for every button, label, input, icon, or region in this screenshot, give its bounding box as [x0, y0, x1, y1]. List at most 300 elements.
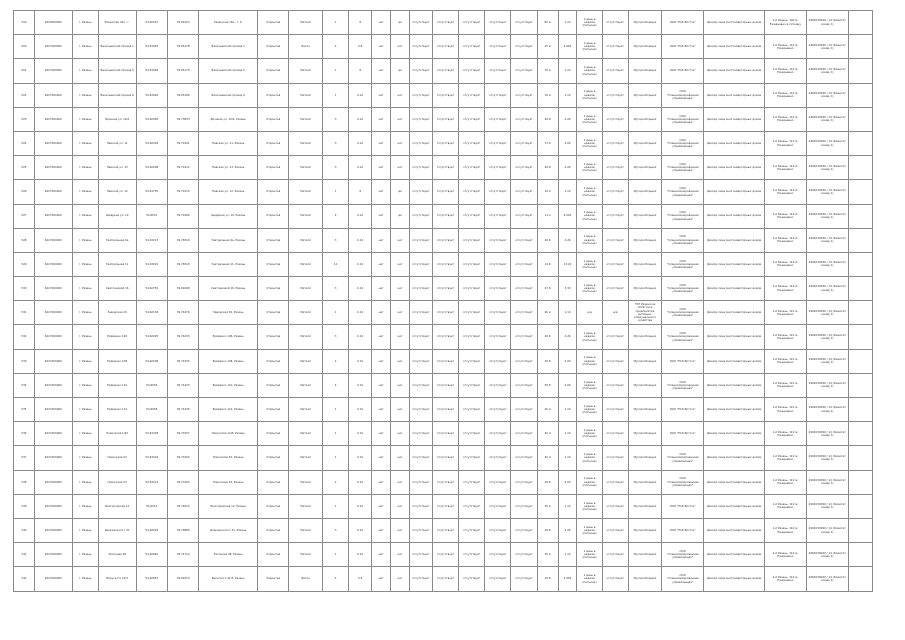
- table-cell: отсутствует: [485, 11, 511, 35]
- table-cell: 525: [14, 156, 35, 180]
- table-cell: 532: [14, 325, 35, 349]
- table-cell: физ/юр лица многоквартирных домов: [704, 301, 765, 325]
- table-cell: Металл: [289, 494, 323, 518]
- table-cell: Мусоросборщик: [628, 228, 662, 252]
- table-cell: Мусоросборщик: [628, 373, 662, 397]
- table-cell: ООО "Специализированная управляющая": [662, 228, 704, 252]
- table-cell: нет: [391, 422, 410, 446]
- table-cell: 39.76889: [167, 518, 198, 542]
- table-cell: нет: [391, 325, 410, 349]
- table-cell: Ерёменко 112, Рязань: [199, 398, 258, 422]
- table-cell: 39.76518: [167, 252, 198, 276]
- table-cell: нет: [372, 373, 391, 397]
- table-cell: Мусоросборщик: [628, 470, 662, 494]
- table-row: [14, 470, 873, 494]
- table-cell: г. Рязань: [72, 446, 98, 470]
- table-cell: отсутствует: [459, 349, 485, 373]
- table-cell: 520: [14, 35, 35, 59]
- table-cell: 4962039099 / 14 (Комитет номер 1): [806, 11, 848, 35]
- table-cell: 1 день в неделю (пятница): [577, 204, 602, 228]
- table-cell: г. Рязань: [72, 494, 98, 518]
- table-cell: Металл: [289, 252, 323, 276]
- table-cell: 4962039099 / 14 (Комитет номер 1): [806, 301, 848, 325]
- table-cell: ООО "Специализированная управляющая": [662, 470, 704, 494]
- table-cell: 54.62005: [136, 325, 167, 349]
- table-cell: отсутствует: [409, 252, 432, 276]
- table-cell: 1-й Рязань, 110 м; Ежедневно: [764, 325, 806, 349]
- table-cell: 54.61755: [136, 180, 167, 204]
- table-cell: Ерёменко 110: [98, 373, 136, 397]
- table-cell: 4962039099 / 14 (Комитет номер 1): [806, 567, 848, 591]
- table-cell: 0.8: [349, 35, 372, 59]
- table-cell: Открытая: [258, 156, 289, 180]
- table-cell: 6227000000: [34, 59, 72, 83]
- table-cell: Новоселов 52, Рязань: [199, 446, 258, 470]
- table-cell: отсутствует: [409, 398, 432, 422]
- table-cell: ООО "ЕСК Восток": [662, 422, 704, 446]
- table-cell: 0.10: [349, 204, 372, 228]
- table-cell: Открытая: [258, 398, 289, 422]
- table-cell: 1.10: [558, 83, 577, 107]
- table-cell: 4: [322, 567, 348, 591]
- table-cell: Щедрина ул. 19, Рязань: [199, 204, 258, 228]
- table-cell: 1-й Рязань, 110 м; Ежедневно: [764, 35, 806, 59]
- table-cell: 4.09: [558, 131, 577, 155]
- table-cell: 2.00: [558, 349, 577, 373]
- table-cell: нет: [372, 11, 391, 35]
- table-cell: отсутствует: [602, 131, 628, 155]
- table-cell: 1 день в неделю (пятница): [577, 349, 602, 373]
- table-cell: 1-й Рязань, 110 м; Ежедневно: [764, 301, 806, 325]
- table-cell: отсутствует: [485, 204, 511, 228]
- table-cell: 527: [14, 204, 35, 228]
- table-cell: 1 день в неделю (пятница): [577, 107, 602, 131]
- table-cell: 1-й Рязань, 110 м; Ежедневно: [764, 59, 806, 83]
- table-cell: Новоселов 1/45, Рязань: [199, 422, 258, 446]
- table-cell: [848, 446, 872, 470]
- table-cell: 534: [14, 373, 35, 397]
- table-cell: 4962039099 / 14 (Комитет номер 1): [806, 543, 848, 567]
- table-cell: [848, 83, 872, 107]
- table-cell: 1.10: [558, 301, 577, 325]
- table-cell: отсутствует: [409, 422, 432, 446]
- table-cell: 54.62853: [136, 567, 167, 591]
- table-cell: 0.10: [349, 349, 372, 373]
- table-cell: 1-й Рязань, 110 м; Ежедневно: [764, 446, 806, 470]
- table-cell: 1-й Рязань, 110 м; Ежедневно: [764, 518, 806, 542]
- table-cell: г. Рязань: [72, 156, 98, 180]
- table-cell: отсутствует: [511, 301, 537, 325]
- table-cell: отсутствует: [485, 543, 511, 567]
- table-cell: Невская ул. 11, Рязань: [199, 131, 258, 155]
- table-cell: Затинная 48, Рязань: [199, 543, 258, 567]
- table-cell: 1-й Рязань, 110 м; Ежедневно: [764, 107, 806, 131]
- table-cell: ООО "ЕСК Восток": [662, 494, 704, 518]
- table-cell: 4962039099 / 14 (Комитет номер 1): [806, 373, 848, 397]
- table-cell: ООО "ЕСК Восток": [662, 59, 704, 83]
- table-cell: отсутствует: [432, 180, 458, 204]
- table-cell: Щедрина ул. 19: [98, 204, 136, 228]
- table-cell: Васильевский проезд 6: [98, 83, 136, 107]
- table-cell: 1 день в неделю (пятница): [577, 373, 602, 397]
- table-cell: Открытая: [258, 180, 289, 204]
- table-cell: 4.092: [558, 567, 577, 591]
- table-cell: 1 день в неделю (пятница): [577, 156, 602, 180]
- table-cell: нет: [391, 277, 410, 301]
- table-cell: отсутствует: [485, 228, 511, 252]
- table-cell: Мусоросборщик: [628, 446, 662, 470]
- table-cell: 1.10: [558, 11, 577, 35]
- table-cell: 4962039099 / 14 (Комитет номер 1): [806, 204, 848, 228]
- table-cell: отсутствует: [432, 373, 458, 397]
- table-cell: 1 день в неделю (пятница): [577, 228, 602, 252]
- table-cell: отсутствует: [409, 277, 432, 301]
- table-cell: [848, 131, 872, 155]
- table-cell: нет: [391, 349, 410, 373]
- table-cell: 4962039099 / 14 (Комитет номер 1): [806, 277, 848, 301]
- table-cell: Новоселов 53: [98, 470, 136, 494]
- table-cell: отсутствует: [432, 567, 458, 591]
- table-cell: нет: [391, 107, 410, 131]
- table-cell: г. Рязань: [72, 325, 98, 349]
- table-cell: [848, 180, 872, 204]
- table-cell: Открытая: [258, 470, 289, 494]
- table-cell: Невская ул. 13: [98, 156, 136, 180]
- table-cell: отсутствует: [432, 325, 458, 349]
- table-cell: 6227000000: [34, 470, 72, 494]
- table-cell: отсутствует: [432, 59, 458, 83]
- table-cell: 535: [14, 398, 35, 422]
- table-cell: Металл: [289, 518, 323, 542]
- table-cell: отсутствует: [511, 228, 537, 252]
- table-cell: [848, 59, 872, 83]
- table-cell: ООО "Специализированная управляющая": [662, 325, 704, 349]
- table-row: [14, 325, 873, 349]
- table-cell: 4962039099 / 14 (Комитет номер 1): [806, 228, 848, 252]
- table-cell: 54.62009: [136, 131, 167, 155]
- table-cell: отсутствует: [602, 156, 628, 180]
- table-cell: отсутствует: [602, 470, 628, 494]
- table-cell: Металл: [289, 107, 323, 131]
- table-row: [14, 204, 873, 228]
- table-cell: Открытая: [258, 446, 289, 470]
- table-cell: 4962039099 / 14 (Комитет номер 1): [806, 131, 848, 155]
- table-row: [14, 567, 873, 591]
- table-cell: г. Рязань: [72, 35, 98, 59]
- table-cell: 2.26: [558, 325, 577, 349]
- table-cell: отсутствует: [602, 180, 628, 204]
- table-cell: отсутствует: [432, 494, 458, 518]
- table-cell: физ/юр лица многоквартирных домов: [704, 156, 765, 180]
- table-cell: нет: [372, 325, 391, 349]
- table-cell: отсутствует: [485, 349, 511, 373]
- table-cell: отсутствует: [602, 349, 628, 373]
- table-cell: отсутствует: [485, 156, 511, 180]
- table-cell: Открытая: [258, 543, 289, 567]
- table-cell: 6220000000: [34, 11, 72, 35]
- table-cell: физ/юр лица многоквартирных домов: [704, 180, 765, 204]
- table-cell: ООО "Специализированная управляющая": [662, 204, 704, 228]
- table-cell: отсутствует: [432, 349, 458, 373]
- table-cell: 1: [322, 11, 348, 35]
- table-cell: 39.70163: [167, 470, 198, 494]
- table-cell: отсутствует: [602, 446, 628, 470]
- table-cell: 1 день в неделю (пятница): [577, 35, 602, 59]
- table-cell: 1-й Рязань, 110 м; Ежедневно: [764, 494, 806, 518]
- table-cell: отсутствует: [485, 277, 511, 301]
- table-cell: 40.8: [537, 228, 558, 252]
- table-cell: отсутствует: [432, 518, 458, 542]
- table-cell: отсутствует: [409, 349, 432, 373]
- table-cell: ООО "Специализированная управляющая": [662, 373, 704, 397]
- table-cell: 519: [14, 11, 35, 35]
- table-cell: нет: [391, 35, 410, 59]
- table-cell: 1-й Рязань, 110 м; Ежедневно: [764, 228, 806, 252]
- table-cell: г. Рязань: [72, 252, 98, 276]
- table-cell: физ/юр лица многоквартирных домов: [704, 543, 765, 567]
- table-cell: Открытая: [258, 252, 289, 276]
- table-cell: 54.63228: [136, 422, 167, 446]
- table-cell: 4962039099 / 14 (Комитет номер 1): [806, 107, 848, 131]
- table-cell: отсутствует: [485, 422, 511, 446]
- table-cell: 6227000000: [34, 325, 72, 349]
- table-cell: 2.00: [558, 470, 577, 494]
- table-cell: Затинная 48: [98, 543, 136, 567]
- table-cell: Ерёменко 108, Рязань: [199, 349, 258, 373]
- table-cell: отсутствует: [432, 83, 458, 107]
- table-cell: ООО "ЕСК Восток": [662, 518, 704, 542]
- table-cell: нет: [391, 301, 410, 325]
- table-cell: 54.62008: [136, 156, 167, 180]
- table-cell: отсутствует: [432, 35, 458, 59]
- table-cell: 54.62226: [136, 518, 167, 542]
- table-cell: 4962039099 / 14 (Комитет номер 1): [806, 180, 848, 204]
- table-cell: 0.10: [349, 422, 372, 446]
- table-cell: 4.092: [558, 35, 577, 59]
- table-cell: физ/юр лица многоквартирных домов: [704, 11, 765, 35]
- table-cell: Металл: [289, 470, 323, 494]
- table-cell: нет: [391, 398, 410, 422]
- table-cell: 3: [322, 107, 348, 131]
- table-cell: 6227000000: [34, 131, 72, 155]
- table-cell: 1-й Рязань, 110 м; Ежедневно: [764, 180, 806, 204]
- table-cell: Новоселов 52: [98, 446, 136, 470]
- table-cell: 3: [322, 131, 348, 155]
- table-cell: 1-й Рязань, 110 м; Ежедневно: [764, 83, 806, 107]
- table-cell: отсутствует: [485, 446, 511, 470]
- table-cell: да: [391, 11, 410, 35]
- table-cell: нет: [391, 470, 410, 494]
- table-cell: 3: [322, 156, 348, 180]
- table-cell: отсутствует: [485, 325, 511, 349]
- table-cell: 0.10: [349, 228, 372, 252]
- table-cell: 4962039099 / 14 (Комитет номер 1): [806, 325, 848, 349]
- table-cell: отсутствует: [511, 252, 537, 276]
- table-cell: Открытая: [258, 59, 289, 83]
- table-cell: 528: [14, 228, 35, 252]
- table-cell: нет: [372, 156, 391, 180]
- table-cell: Открытая: [258, 35, 289, 59]
- table-cell: г. Рязань: [72, 83, 98, 107]
- table-cell: 0.10: [349, 156, 372, 180]
- table-cell: Открытая: [258, 422, 289, 446]
- table-cell: 524: [14, 131, 35, 155]
- table-cell: отсутствует: [511, 567, 537, 591]
- table-cell: Металл: [289, 204, 323, 228]
- table-cell: нет: [391, 252, 410, 276]
- table-cell: отсутствует: [459, 494, 485, 518]
- table-cell: 1 день в неделю (пятница): [577, 398, 602, 422]
- table-cell: Открытая: [258, 494, 289, 518]
- table-cell: отсутствует: [409, 301, 432, 325]
- table-cell: 4: [322, 204, 348, 228]
- table-cell: 39.65180: [167, 83, 198, 107]
- table-cell: 1.10: [558, 422, 577, 446]
- table-row: [14, 543, 873, 567]
- table-cell: Открытая: [258, 83, 289, 107]
- table-cell: Мусоросборщик: [628, 180, 662, 204]
- table-cell: Васильевский проезд 1: [199, 35, 258, 59]
- table-cell: 6227000000: [34, 180, 72, 204]
- table-cell: 1.10: [558, 59, 577, 83]
- table-cell: нет: [372, 398, 391, 422]
- table-cell: нет: [391, 83, 410, 107]
- table-cell: 54.62136: [136, 301, 167, 325]
- table-cell: Новоселов 53, Рязань: [199, 470, 258, 494]
- table-cell: нет: [372, 59, 391, 83]
- table-cell: отсутствует: [485, 83, 511, 107]
- table-cell: отсутствует: [459, 277, 485, 301]
- table-cell: 40.8: [537, 107, 558, 131]
- table-cell: Бронная ул. 10/4: [98, 107, 136, 131]
- table-cell: 54.6058: [136, 398, 167, 422]
- table-cell: отсутствует: [432, 277, 458, 301]
- table-cell: отсутствует: [485, 373, 511, 397]
- table-cell: отсутствует: [602, 398, 628, 422]
- table-cell: Заводская 29, Рязань: [199, 301, 258, 325]
- table-cell: 3: [322, 228, 348, 252]
- table-cell: физ/юр лица многоквартирных домов: [704, 349, 765, 373]
- table-cell: отсутствует: [459, 398, 485, 422]
- table-cell: 6227000000: [34, 277, 72, 301]
- table-cell: отсутствует: [459, 156, 485, 180]
- table-cell: 25.8: [537, 567, 558, 591]
- table-cell: 6227000000: [34, 567, 72, 591]
- table-row: [14, 59, 873, 83]
- table-cell: 4: [322, 35, 348, 59]
- table-cell: г. Рязань: [72, 470, 98, 494]
- table-cell: 531: [14, 301, 35, 325]
- table-cell: отсутствует: [485, 59, 511, 83]
- table-cell: отсутствует: [602, 228, 628, 252]
- table-cell: 39.70166: [167, 204, 198, 228]
- table-cell: Мусоросборщик: [628, 567, 662, 591]
- table-cell: Мусоросборщик: [628, 518, 662, 542]
- table-cell: 523: [14, 107, 35, 131]
- table-cell: 76 м: [537, 59, 558, 83]
- table-cell: Ерёменко 106: [98, 325, 136, 349]
- table-cell: Ерёменко 112: [98, 398, 136, 422]
- table-cell: Дзержинского 31, Рязань: [199, 518, 258, 542]
- table-row: [14, 228, 873, 252]
- table-cell: 3: [322, 277, 348, 301]
- table-cell: отсутствует: [511, 107, 537, 131]
- table-row: [14, 349, 873, 373]
- table-cell: 6227000000: [34, 35, 72, 59]
- table-cell: 54.63945: [136, 35, 167, 59]
- table-cell: 39.70101: [167, 131, 198, 155]
- table-cell: 39.74435: [167, 349, 198, 373]
- table-cell: Открытая: [258, 301, 289, 325]
- table-cell: 39.65178: [167, 35, 198, 59]
- table-cell: 4962039099 / 14 (Комитет номер 1): [806, 83, 848, 107]
- table-cell: Ерёменко 110, Рязань: [199, 373, 258, 397]
- table-cell: Мусоросборщик: [628, 107, 662, 131]
- table-cell: 10.4: [537, 180, 558, 204]
- table-cell: отсутствует: [432, 107, 458, 131]
- table-cell: Открытая: [258, 349, 289, 373]
- table-cell: ООО "Специализированная управляющая": [662, 107, 704, 131]
- table-cell: 54.63213: [136, 228, 167, 252]
- table-cell: 6227000000: [34, 83, 72, 107]
- table-cell: Васильевский проезд 5: [98, 59, 136, 83]
- table-cell: 1 день в неделю (пятница): [577, 543, 602, 567]
- table-cell: отсутствует: [459, 59, 485, 83]
- table-cell: физ/юр лица многоквартирных домов: [704, 277, 765, 301]
- table-cell: 0.10: [349, 470, 372, 494]
- table-cell: Васильевский проезд 6: [199, 83, 258, 107]
- table-cell: 54.63012: [136, 470, 167, 494]
- table-cell: отсутствует: [511, 83, 537, 107]
- table-cell: 1-й Рязань, 100 м; Ежедневно в пятницу: [764, 11, 806, 35]
- table-cell: Мусоросборщик: [628, 11, 662, 35]
- table-cell: отсутствует: [602, 325, 628, 349]
- table-cell: отсутствует: [459, 180, 485, 204]
- table-cell: 40.8: [537, 156, 558, 180]
- table-cell: 1: [322, 301, 348, 325]
- table-cell: Рязанская обл., г. Р.: [199, 11, 258, 35]
- table-cell: Металл: [289, 180, 323, 204]
- table-cell: физ/юр лица многоквартирных домов: [704, 518, 765, 542]
- table-cell: отсутствует: [409, 59, 432, 83]
- table-cell: 1.10: [558, 494, 577, 518]
- table-cell: 3: [322, 325, 348, 349]
- table-cell: нет: [391, 228, 410, 252]
- table-cell: отсутствует: [432, 131, 458, 155]
- table-cell: нет: [372, 107, 391, 131]
- table-cell: 0.10: [349, 252, 372, 276]
- table-cell: отсутствует: [432, 204, 458, 228]
- table-cell: [848, 349, 872, 373]
- table-cell: отсутствует: [409, 83, 432, 107]
- table-cell: Васильевский проезд 1: [98, 35, 136, 59]
- table-cell: ООО "Специализированная управляющая": [662, 180, 704, 204]
- table-cell: Бельского 21/3, Рязань: [199, 567, 258, 591]
- table-cell: Бронная ул. 10/4, Рязань: [199, 107, 258, 131]
- table-cell: физ/юр лица многоквартирных домов: [704, 204, 765, 228]
- table-cell: ООО "Специализированная управляющая": [662, 252, 704, 276]
- table-cell: физ/юр лица многоквартирных домов: [704, 398, 765, 422]
- table-cell: нет: [372, 180, 391, 204]
- table-cell: 39.74436: [167, 398, 198, 422]
- table-cell: 3: [322, 518, 348, 542]
- table-cell: г. Рязань: [72, 11, 98, 35]
- table-cell: Мусоросборщик: [628, 59, 662, 83]
- table-cell: 6227000000: [34, 373, 72, 397]
- table-cell: Дзержинского 31: [98, 518, 136, 542]
- table-cell: физ/юр лица многоквартирных домов: [704, 83, 765, 107]
- table-cell: Металл: [289, 83, 323, 107]
